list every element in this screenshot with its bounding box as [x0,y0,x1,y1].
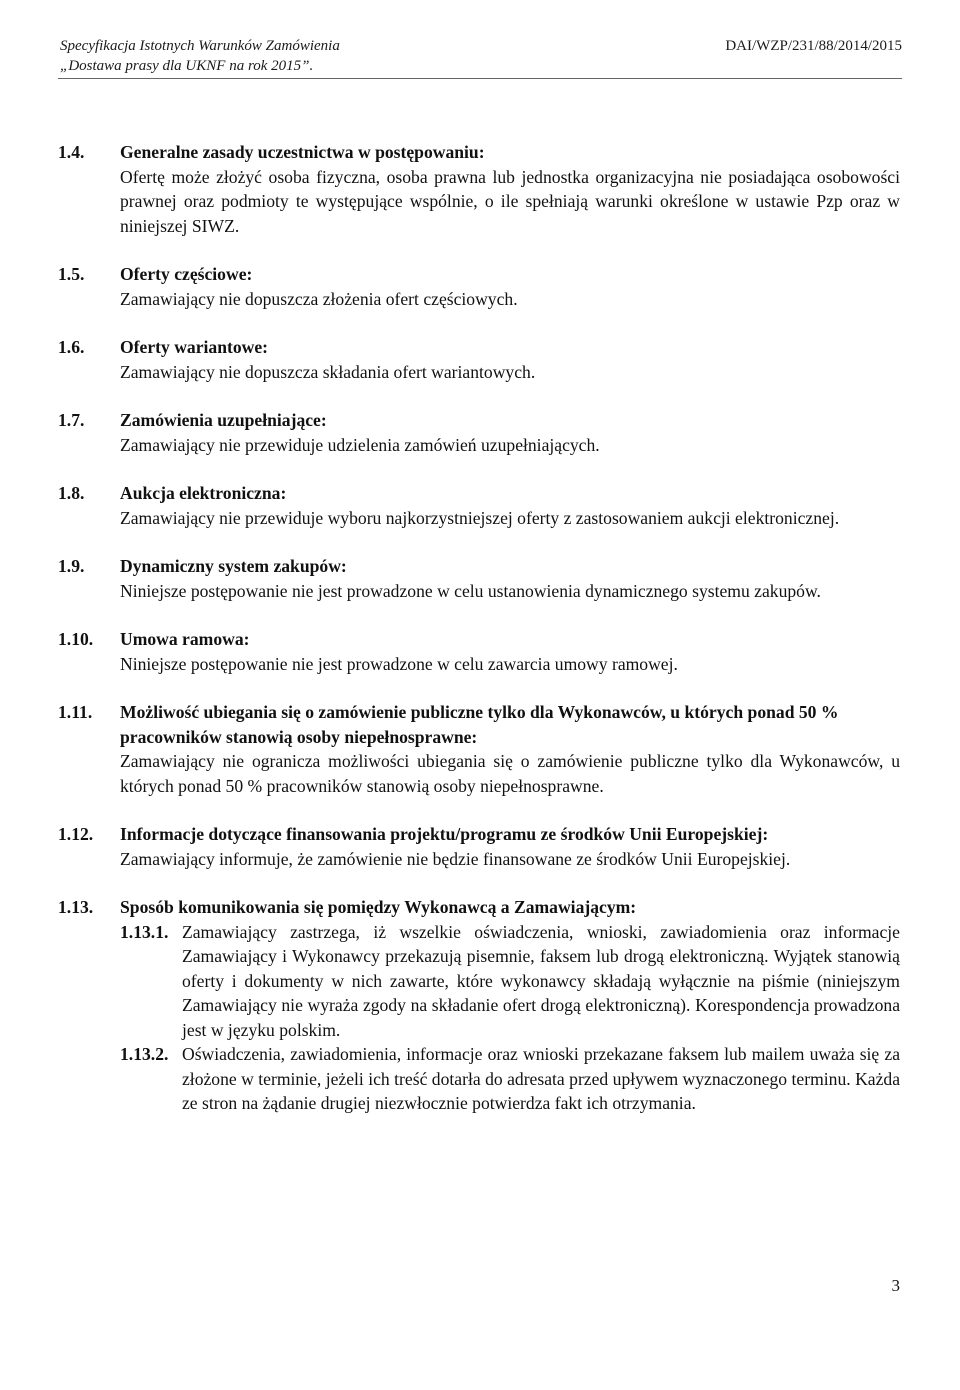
section-1-8 [58,481,900,530]
section-number: 1.5. [58,264,85,284]
header-spec-title: Specyfikacja Istotnych Warunków Zamówienia [60,38,340,54]
subsection-body: Oświadczenia, zawiadomienia, informacje oraz wnioski przekazane faksem lub mailem uważa się za złożone w terminie, jeżeli ich treść dotarła do adresata przed upływem wyznaczonego terminu. Każda ze stron na żądanie drugiej niezwłocznie potwierdza fakt ich otrzymania. [182,1044,900,1113]
section-1-11 [58,700,900,798]
section-body: Zamawiający informuje, że zamówienie nie będzie finansowane ze środków Unii Europejskiej. [120,848,791,869]
section-number: 1.13. [58,897,94,917]
section-title: Możliwość ubiegania się o zamówienie publiczne tylko dla Wykonawców, u których ponad 50 % pracowników stanowią osoby niepełnosprawne: [120,702,839,747]
section-number: 1.4. [58,142,85,162]
section-number: 1.10. [58,629,94,649]
section-1-12 [58,822,900,871]
section-body: Zamawiający nie ogranicza możliwości ubiegania się o zamówienie publiczne tylko dla Wykonawców, u których ponad 50 % pracowników stanowią osoby niepełnosprawne. [120,751,900,796]
section-number: 1.12. [58,824,94,844]
subsection-1-13-2 [120,1042,900,1116]
section-body: Zamawiający nie przewiduje udzielenia zamówień uzupełniających. [120,434,600,455]
section-body: Niniejsze postępowanie nie jest prowadzone w celu ustanowienia dynamicznego systemu zakupów. [120,580,821,601]
document-body [58,140,900,1140]
section-title: Aukcja elektroniczna: [120,483,287,503]
header-case-number: DAI/WZP/231/88/2014/2015 [725,38,902,54]
section-1-6 [58,335,900,384]
section-title: Dynamiczny system zakupów: [120,556,347,576]
section-title: Oferty częściowe: [120,264,253,284]
section-1-5 [58,262,900,311]
section-title: Generalne zasady uczestnictwa w postępowaniu: [120,142,485,162]
section-title: Sposób komunikowania się pomiędzy Wykonawcą a Zamawiającym: [120,897,637,917]
section-1-13 [58,895,900,1116]
subsection-number: 1.13.1. [120,921,169,942]
section-1-10 [58,627,900,676]
section-body: Zamawiający nie dopuszcza składania ofert wariantowych. [120,361,536,382]
header-left [60,36,340,76]
section-1-4 [58,140,900,238]
header-subject: „Dostawa prasy dla UKNF na rok 2015”. [60,58,314,74]
page-number: 3 [891,1276,900,1295]
subsection-1-13-1 [120,920,900,1043]
subsection-number: 1.13.2. [120,1044,169,1064]
section-body: Niniejsze postępowanie nie jest prowadzone w celu zawarcia umowy ramowej. [120,653,678,674]
header-rule [58,78,902,79]
section-number: 1.8. [58,483,85,503]
section-number: 1.11. [58,702,93,722]
section-number: 1.7. [58,410,85,430]
section-title: Zamówienia uzupełniające: [120,410,327,430]
section-title: Oferty wariantowe: [120,337,269,357]
section-body: Zamawiający nie przewiduje wyboru najkorzystniejszej oferty z zastosowaniem aukcji elektronicznej. [120,507,840,528]
section-1-9 [58,554,900,603]
section-body: Zamawiający nie dopuszcza złożenia ofert częściowych. [120,288,518,309]
section-1-7 [58,408,900,457]
section-title: Umowa ramowa: [120,629,250,649]
section-title: Informacje dotyczące finansowania projektu/programu ze środków Unii Europejskiej: [120,824,769,844]
subsection-body: Zamawiający zastrzega, iż wszelkie oświadczenia, wnioski, zawiadomienia oraz informacje Zamawiający i Wykonawcy przekazują pisemnie, faksem lub drogą elektroniczną. Wyjątek stanowią oferty i dokumenty w nich zawarte, które wykonawcy składają wyłącznie na piśmie (niniejszym Zamawiający nie wyraża zgody na składanie ofert drogą elektroniczną). Korespondencja prowadzona jest w języku polskim. [182,921,900,1040]
section-number: 1.9. [58,556,85,576]
section-body: Ofertę może złożyć osoba fizyczna, osoba prawna lub jednostka organizacyjna nie posiadająca osobowości prawnej oraz podmioty te występujące wspólnie, o ile spełniają warunki określone w ustawie Pzp oraz w niniejszej SIWZ. [120,166,900,236]
section-number: 1.6. [58,337,85,357]
